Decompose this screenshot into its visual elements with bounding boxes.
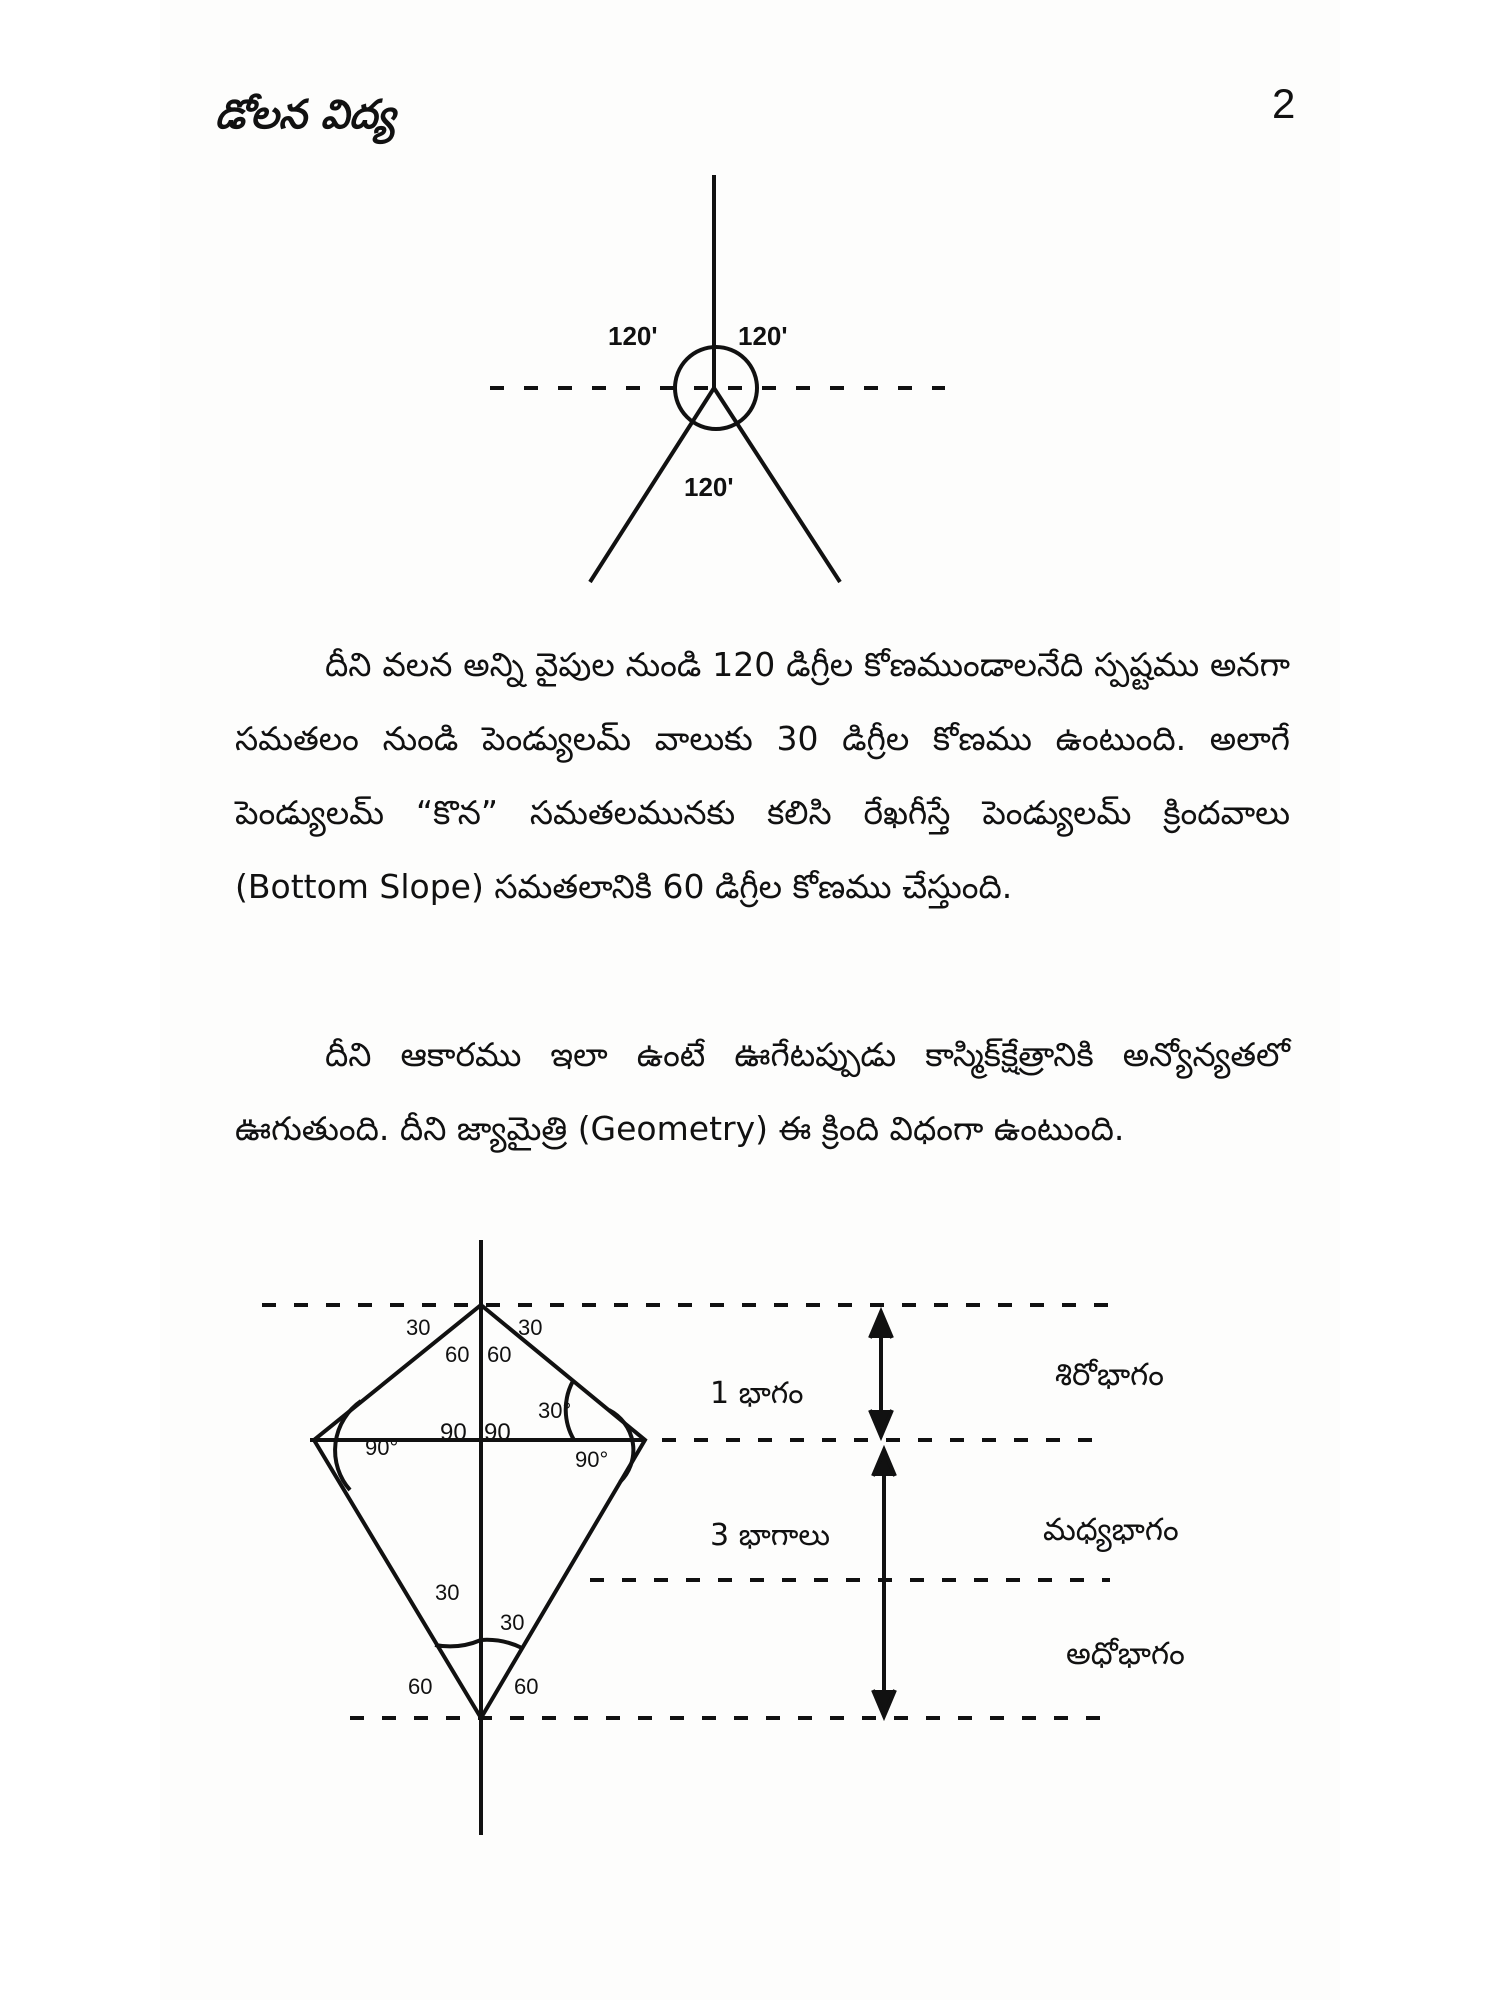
angle-left-corner: 90° [365,1435,399,1460]
angle-bottom-left-lower: 60 [408,1674,433,1699]
section-head-label: శిరోభాగం [1055,1357,1164,1393]
angle-label-bottom: 120' [684,472,734,502]
section-middle-label: మధ్యభాగం [1043,1512,1179,1548]
right-corner-arc-lower [609,1410,633,1482]
section-bottom-label: అధోభాగం [1066,1636,1185,1672]
angle-center-right: 90 [484,1419,511,1446]
angle-top-left-outer: 30 [406,1315,431,1340]
bottom-arc-left [435,1640,481,1646]
header-title: డోలన విద్య [215,92,396,138]
left-corner-arc [335,1401,361,1490]
angle-bottom-right-upper: 30 [500,1610,525,1635]
paragraph-1: దీని వలన అన్ని వైపుల నుండి 120 డిగ్రీల కోణముండాలనేది స్పష్టము అనగా సమతలం నుండి పెండ్యులమ్ వాలుకు 30 డిగ్రీల కోణము ఉంటుంది. అలాగే పెండ్యులమ్ “కొన” సమతలమునకు కలిసి రేఖగీస్తే పెండ్యులమ్ క్రిందవాలు (Bottom Slope) సమతలానికి 60 డిగ్రీల కోణము చేస్తుంది. [235,645,1290,906]
angle-center-left: 90 [440,1419,467,1446]
bottom-arc-right [481,1640,522,1648]
part-three-label: 3 భాగాలు [710,1518,831,1553]
angle-bottom-right-lower: 60 [514,1674,539,1699]
arrow-head-three-bottom [873,1690,895,1716]
arrow-head-one-top [870,1312,892,1338]
angle-top-right-inner: 60 [487,1342,512,1367]
page-number: 2 [1272,80,1296,127]
angle-top-right-outer: 30 [518,1315,543,1340]
paragraph-2: దీని ఆకారము ఇలా ఉంటే ఊగేటప్పుడు కాస్మిక్‌క్షేత్రానికి అన్యోన్యతలో ఊగుతుంది. దీని జ్యామైత్రి (Geometry) ఈ క్రింది విధంగా ఉంటుంది. [235,1035,1290,1148]
figure-angle-diagram [490,175,945,582]
figure-kite-geometry [262,1240,1110,1835]
angle-label-left: 120' [608,321,658,351]
angle-right-corner: 90° [575,1447,609,1472]
angle-bottom-left-upper: 30 [435,1580,460,1605]
angle-top-left-inner: 60 [445,1342,470,1367]
arrow-head-three-top [873,1450,895,1476]
part-one-label: 1 భాగం [710,1376,804,1411]
angle-right-corner-top: 30° [538,1398,572,1423]
angle-label-right: 120' [738,321,788,351]
arrow-head-one-bottom [870,1410,892,1436]
